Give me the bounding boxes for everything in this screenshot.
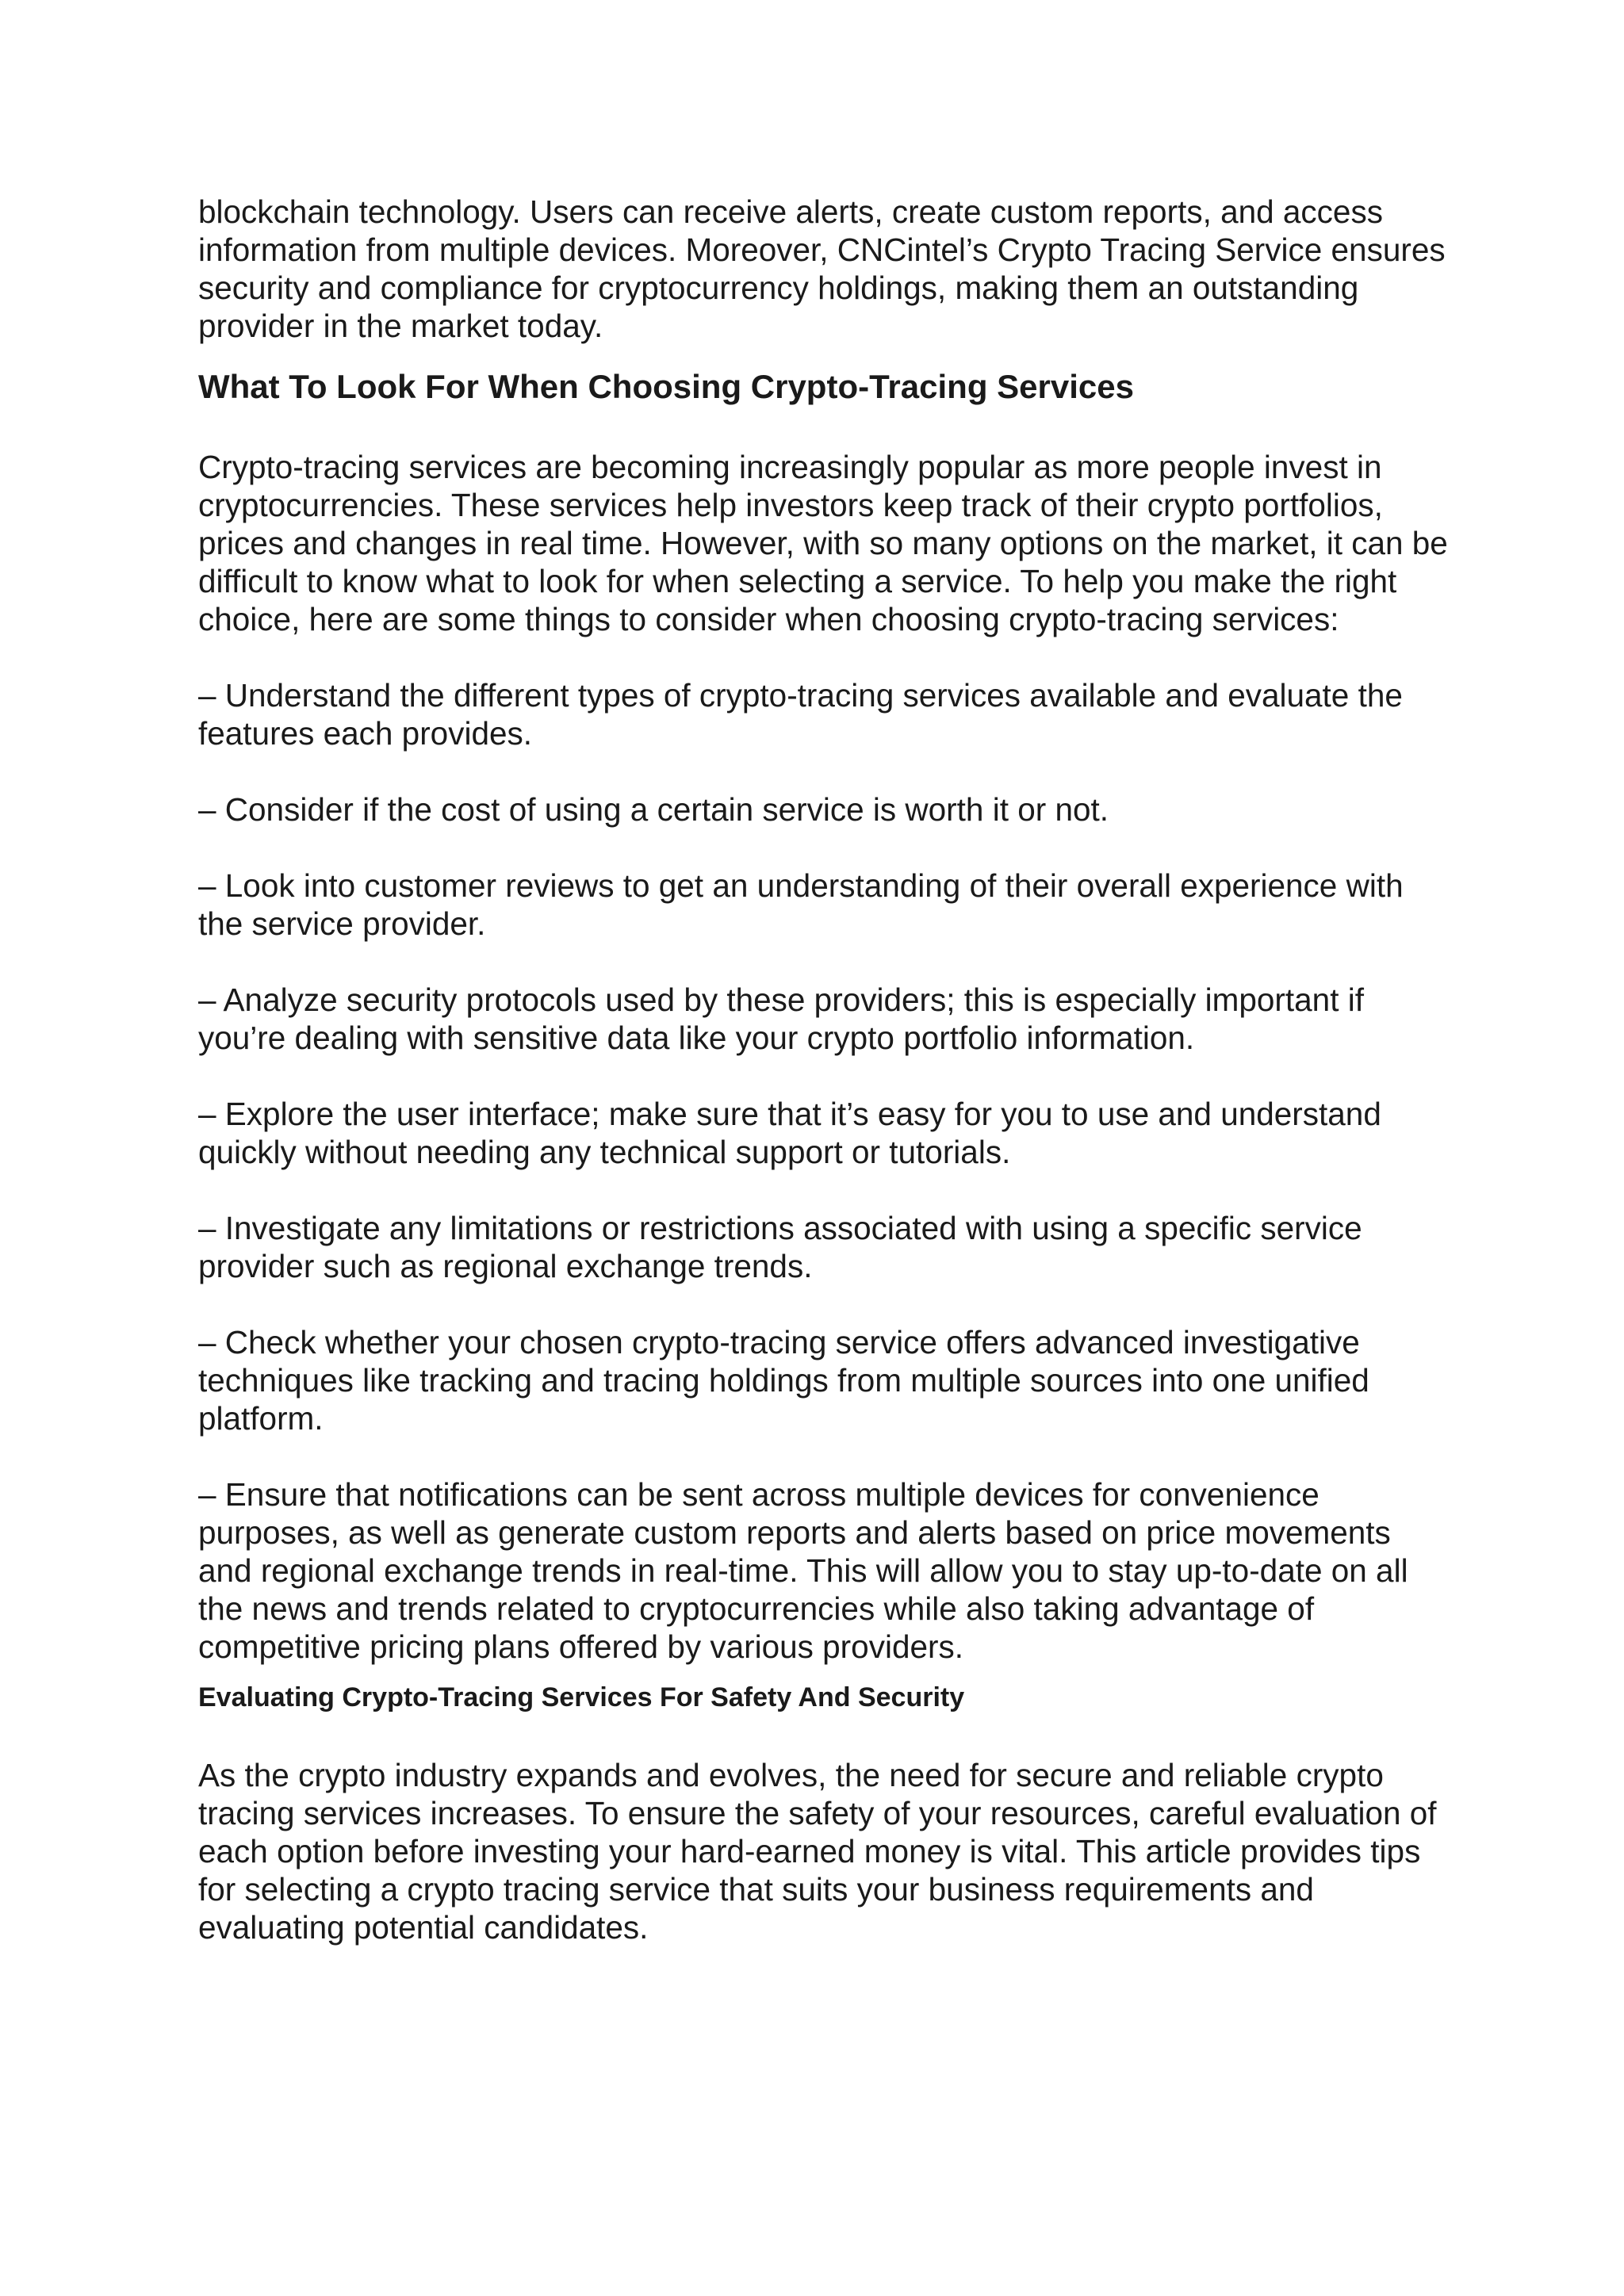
list-item: – Look into customer reviews to get an understanding of their overall experience with the service provider.: [198, 867, 1404, 942]
list-item: – Consider if the cost of using a certain service is worth it or not.: [198, 791, 1109, 828]
list-item: – Check whether your chosen crypto-tracing service offers advanced investigative techniques like tracking and tracing holdings from multiple sources into one unified platform.: [198, 1324, 1369, 1437]
list-item: – Explore the user interface; make sure that it’s easy for you to use and understand quickly without needing any technical support or tutorials.: [198, 1096, 1381, 1170]
list-item: – Investigate any limitations or restrictions associated with using a specific service provider such as regional exchange trends.: [198, 1210, 1362, 1284]
section-heading-choosing: What To Look For When Choosing Crypto-Tracing Services: [198, 368, 1134, 405]
document-page: [198, 193, 1451, 1946]
intro-paragraph: blockchain technology. Users can receive alerts, create custom reports, and access information from multiple devices. Moreover, CNCintel’s Crypto Tracing Service ensures security and compliance for cryptocurrency holdings, making them an outstanding provider in the market today.: [198, 193, 1446, 344]
choosing-intro-paragraph: Crypto-tracing services are becoming increasingly popular as more people invest in cryptocurrencies. These services help investors keep track of their crypto portfolios, prices and changes in real time. However, with so many options on the market, it can be difficult to know what to look for when selecting a service. To help you make the right choice, here are some things to consider when choosing crypto-tracing services:: [198, 449, 1448, 637]
considerations-list: [198, 676, 1451, 1666]
section-heading-safety: Evaluating Crypto-Tracing Services For Safety And Security: [198, 1682, 965, 1712]
list-item: – Analyze security protocols used by these providers; this is especially important if you’re dealing with sensitive data like your crypto portfolio information.: [198, 982, 1364, 1056]
safety-paragraph: As the crypto industry expands and evolves, the need for secure and reliable crypto tracing services increases. To ensure the safety of your resources, careful evaluation of each option before investing your hard-earned money is vital. This article provides tips for selecting a crypto tracing service that suits your business requirements and evaluating potential candidates.: [198, 1757, 1437, 1946]
list-item: – Understand the different types of crypto-tracing services available and evaluate the features each provides.: [198, 677, 1403, 752]
list-item: – Ensure that notifications can be sent across multiple devices for convenience purposes, as well as generate custom reports and alerts based on price movements and regional exchange trends in real-time. This will allow you to stay up-to-date on all the news and trends related to cryptocurrencies while also taking advantage of competitive pricing plans offered by various providers.: [198, 1476, 1408, 1665]
